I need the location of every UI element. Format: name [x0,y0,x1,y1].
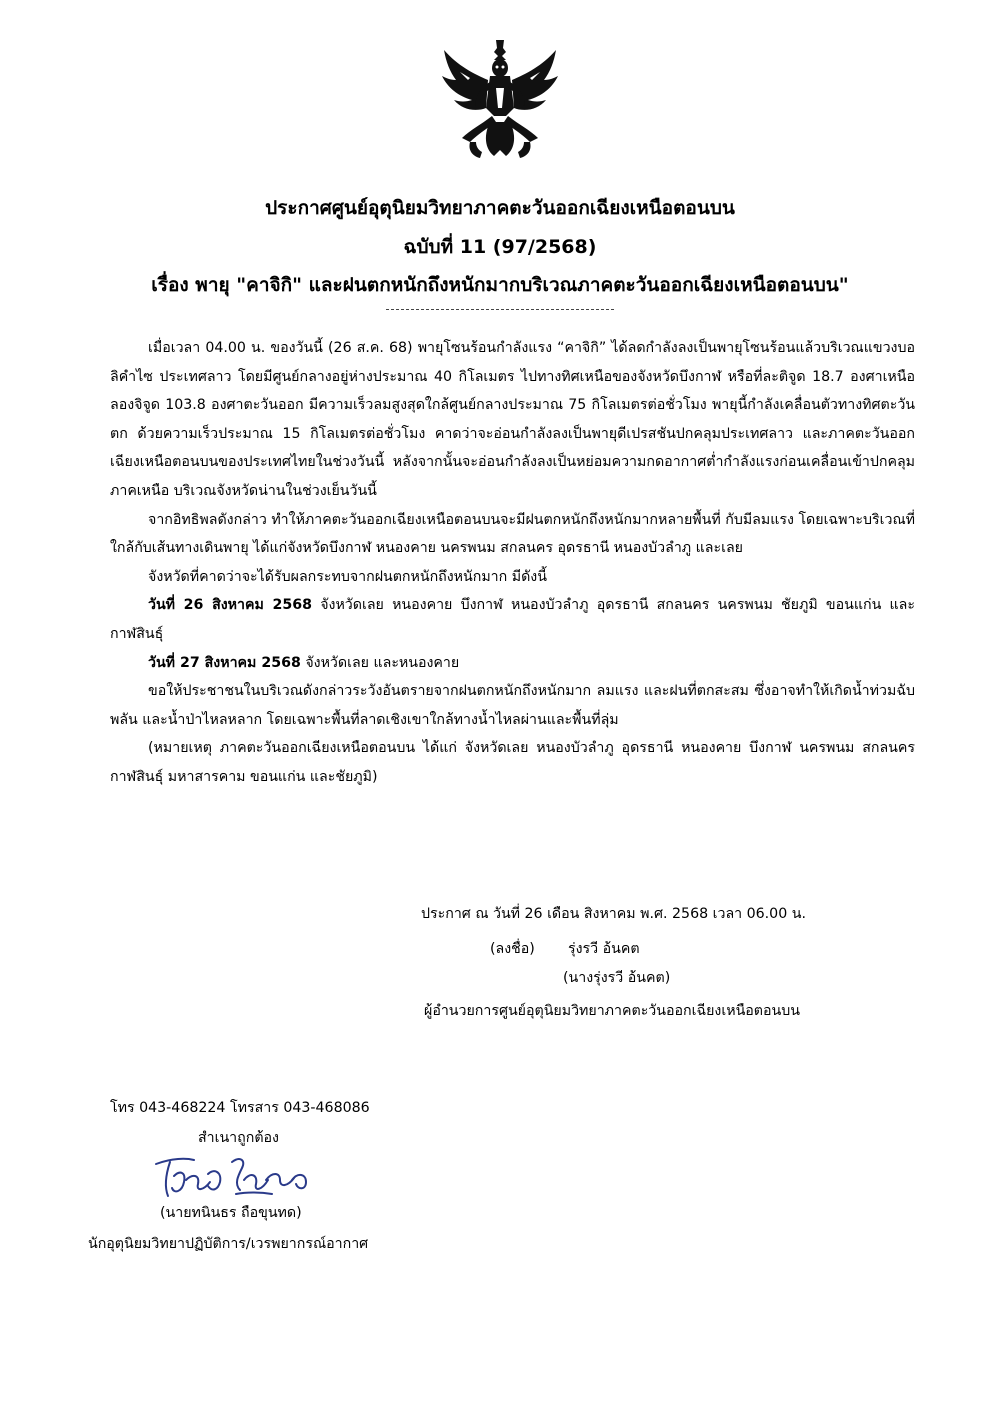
paragraph-influence: จากอิทธิพลดังกล่าว ทำให้ภาคตะวันออกเฉียงเหนือตอนบนจะมีฝนตกหนักถึงหนักมากหลายพื้นที่ กับมีลมแรง โดยเฉพาะบริเวณที่ใกล้กับเส้นทางเดินพายุ ได้แก่จังหวัดบึงกาฬ หนองคาย นครพนม สกลนคร อุดรธานี หนองบัวลำภู และเลย [110,511,915,557]
handwritten-signature-icon [150,1150,315,1208]
paragraph-note: (หมายเหตุ ภาคตะวันออกเฉียงเหนือตอนบน ได้แก่ จังหวัดเลย หนองบัวลำภู อุดรธานี หนองคาย บึงกาฬ นครพนม สกลนคร กาฬสินธุ์ มหาสารคาม ขอนแก่น และชัยภูมิ) [110,740,915,785]
day-1-provinces: จังหวัดเลย หนองคาย บึงกาฬ หนองบัวลำภู อุดรธานี สกลนคร นครพนม ชัยภูมิ ขอนแก่น และกาฬสินธุ์ [110,597,915,642]
signed-label: (ลงชื่อ) [490,941,535,957]
paragraph-warning: ขอให้ประชาชนในบริเวณดังกล่าวระวังอันตรายจากฝนตกหนักถึงหนักมาก ลมแรง และฝนที่ตกสะสม ซึ่งอาจทำให้เกิดน้ำท่วมฉับพลัน และน้ำป่าไหลหลาก โดยเฉพาะพื้นที่ลาดเชิงเขาใกล้ทางน้ำไหลผ่านและพื้นที่ลุ่ม [110,683,915,728]
announcement-subject: เรื่อง พายุ "คาจิกิ" และฝนตกหนักถึงหนักมากบริเวณภาคตะวันออกเฉียงเหนือตอนบน" [151,274,849,296]
copy-certifier-name: (นายทนินธร ถือขุนทด) [160,1205,302,1221]
announcement-body [110,334,915,792]
copy-certifier-position: นักอุตุนิยมวิทยาปฏิบัติการ/เวรพยากรณ์อากาศ [88,1236,369,1252]
title-divider [386,309,614,310]
paragraph-affected-intro: จังหวัดที่คาดว่าจะได้รับผลกระทบจากฝนตกหนักถึงหนักมาก มีดังนี้ [148,568,547,585]
announcement-date: ประกาศ ณ วันที่ 26 เดือน สิงหาคม พ.ศ. 2568 เวลา 06.00 น. [421,906,806,922]
affected-day-1 [110,591,915,648]
paragraph-storm-status: เมื่อเวลา 04.00 น. ของวันนี้ (26 ส.ค. 68) พายุโซนร้อนกำลังแรง “คาจิกิ” ได้ลดกำลังลงเป็นพายุโซนร้อนแล้วบริเวณแขวงบอลิคำไซ ประเทศลาว โดยมีศูนย์กลางอยู่ห่างประมาณ 40 กิโลเมตร ไปทางทิศเหนือของจังหวัดบึงกาฬ หรือที่ละติจูด 18.7 องศาเหนือ ลองจิจูด 103.8 องศาตะวันออก มีความเร็วลมสูงสุดใกล้ศูนย์กลางประมาณ 75 กิโลเมตรต่อชั่วโมง พายุนี้กำลังเคลื่อนตัวทางทิศตะวันตก ด้วยความเร็วประมาณ 15 กิโลเมตรต่อชั่วโมง คาดว่าจะอ่อนกำลังลงเป็นพายุดีเปรสชันปกคลุมประเทศลาว และภาคตะวันออกเฉียงเหนือตอนบนของประเทศไทยในช่วงวันนี้ หลังจากนั้นจะอ่อนกำลังลงเป็นหย่อมความกดอากาศต่ำกำลังแรงก่อนเคลื่อนเข้าปกคลุมภาคเหนือ บริเวณจังหวัดน่านในช่วงเย็นวันนี้ [110,340,915,499]
announcement-title: ประกาศศูนย์อุตุนิยมวิทยาภาคตะวันออกเฉียงเหนือตอนบน [265,197,735,219]
garuda-emblem-icon [440,38,560,168]
day-2-provinces: จังหวัดเลย และหนองคาย [300,654,460,671]
day-1-label: วันที่ 26 สิงหาคม 2568 [148,597,312,614]
signer-position: ผู้อำนวยการศูนย์อุตุนิยมวิทยาภาคตะวันออกเฉียงเหนือตอนบน [424,1003,800,1019]
certified-copy-label: สำเนาถูกต้อง [198,1130,279,1146]
signer-full-name: (นางรุ่งรวี อ้นคต) [563,970,671,986]
signer-name: รุ่งรวี อ้นคต [568,941,640,957]
issue-number: ฉบับที่ 11 (97/2568) [403,236,597,258]
day-2-label: วันที่ 27 สิงหาคม 2568 [148,654,301,671]
contact-phone: โทร 043-468224 โทรสาร 043-468086 [110,1100,370,1116]
affected-day-2 [110,649,915,678]
